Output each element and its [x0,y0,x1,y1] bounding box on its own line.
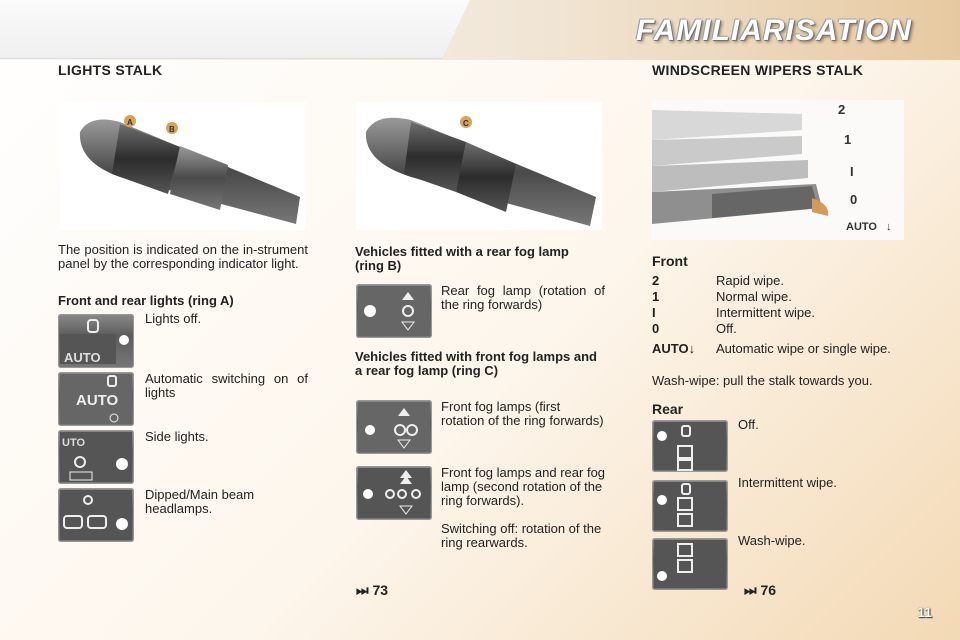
ring-a-heading: Front and rear lights (ring A) [58,293,234,308]
ring-c-item2: Front fog lamps and rear fog lamp (second rotation of the ring forwards). [441,465,606,508]
rear-wiper-intermittent-icon [652,480,728,532]
wiper-pos-i: I [850,164,854,179]
front-item-2: 2 Rapid wipe. [652,273,784,288]
svg-text:AUTO: AUTO [64,350,101,365]
ref-73-number: 73 [372,582,389,598]
front-item-0: 0 Off. [652,321,737,336]
front-item-1: 1 Normal wipe. [652,289,792,304]
wiper-pos-0: 0 [850,192,858,207]
front-item-i: I Intermittent wipe. [652,305,815,320]
ring-c-item1: Front fog lamps (first rotation of the ring forwards) [441,399,604,428]
lights-stalk-photo-c [356,102,602,230]
ref-76 [744,582,776,599]
auto-lights-icon [58,372,134,426]
ring-c-heading: Vehicles fitted with front fog lamps and a rear fog lamp (ring C) [355,349,597,378]
rear-heading: Rear [652,401,684,417]
photo-label-b: B [169,125,175,134]
rear-off-label: Off. [738,417,759,432]
side-lights-icon [58,430,134,484]
wipers-stalk-photo [652,100,904,240]
front-fog-icon [356,400,432,454]
ref-73 [356,582,388,599]
page-arrow-icon: ⏭ [744,582,757,598]
ring-b-heading: Vehicles fitted with a rear fog lamp (ring B) [355,244,569,273]
front-heading: Front [652,253,688,269]
headlamps-label: Dipped/Main beam headlamps. [145,487,255,516]
ring-b-text: Rear fog lamp (rotation of the ring forwards) [441,283,605,312]
auto-lights-label: Automatic switching on of lights [145,371,308,400]
lights-off-icon [58,314,134,368]
lights-intro-text: The position is indicated on the in-strument panel by the corresponding indicator light. [58,242,308,271]
rear-wash-wipe-icon [652,538,728,590]
down-arrow-icon: ↓ [688,341,696,356]
headlamps-icon [58,488,134,542]
wiper-pos-auto: AUTO [846,221,877,233]
wipers-stalk-title: WINDSCREEN WIPERS STALK [652,62,864,78]
wiper-pos-1: 1 [844,132,852,147]
side-lights-label: Side lights. [145,429,209,444]
rear-wiper-off-icon [652,420,728,472]
ref-76-number: 76 [760,582,777,598]
lights-stalk-title: LIGHTS STALK [58,62,163,78]
photo-label-c: C [463,119,469,128]
front-rear-fog-icon [356,466,432,520]
wiper-pos-2: 2 [838,102,846,117]
ring-c-item3: Switching off: rotation of the ring rearwards. [441,521,602,550]
svg-text:AUTO: AUTO [76,392,119,409]
page-title: FAMILIARISATION [635,14,912,47]
lights-off-label: Lights off. [145,311,202,326]
rear-intermittent-label: Intermittent wipe. [738,475,837,490]
rear-wash-wipe-label: Wash-wipe. [738,533,806,548]
wash-wipe-text: Wash-wipe: pull the stalk towards you. [652,373,873,388]
photo-label-a: A [127,118,133,127]
svg-text:↓: ↓ [886,221,892,233]
page-arrow-icon: ⏭ [356,582,369,598]
lights-stalk-photo-ab [60,102,306,230]
svg-text:UTO: UTO [62,437,86,449]
rear-fog-icon [356,284,432,338]
page-number: 11 [917,604,932,620]
front-item-auto: AUTO↓ Automatic wipe or single wipe. [652,341,891,356]
